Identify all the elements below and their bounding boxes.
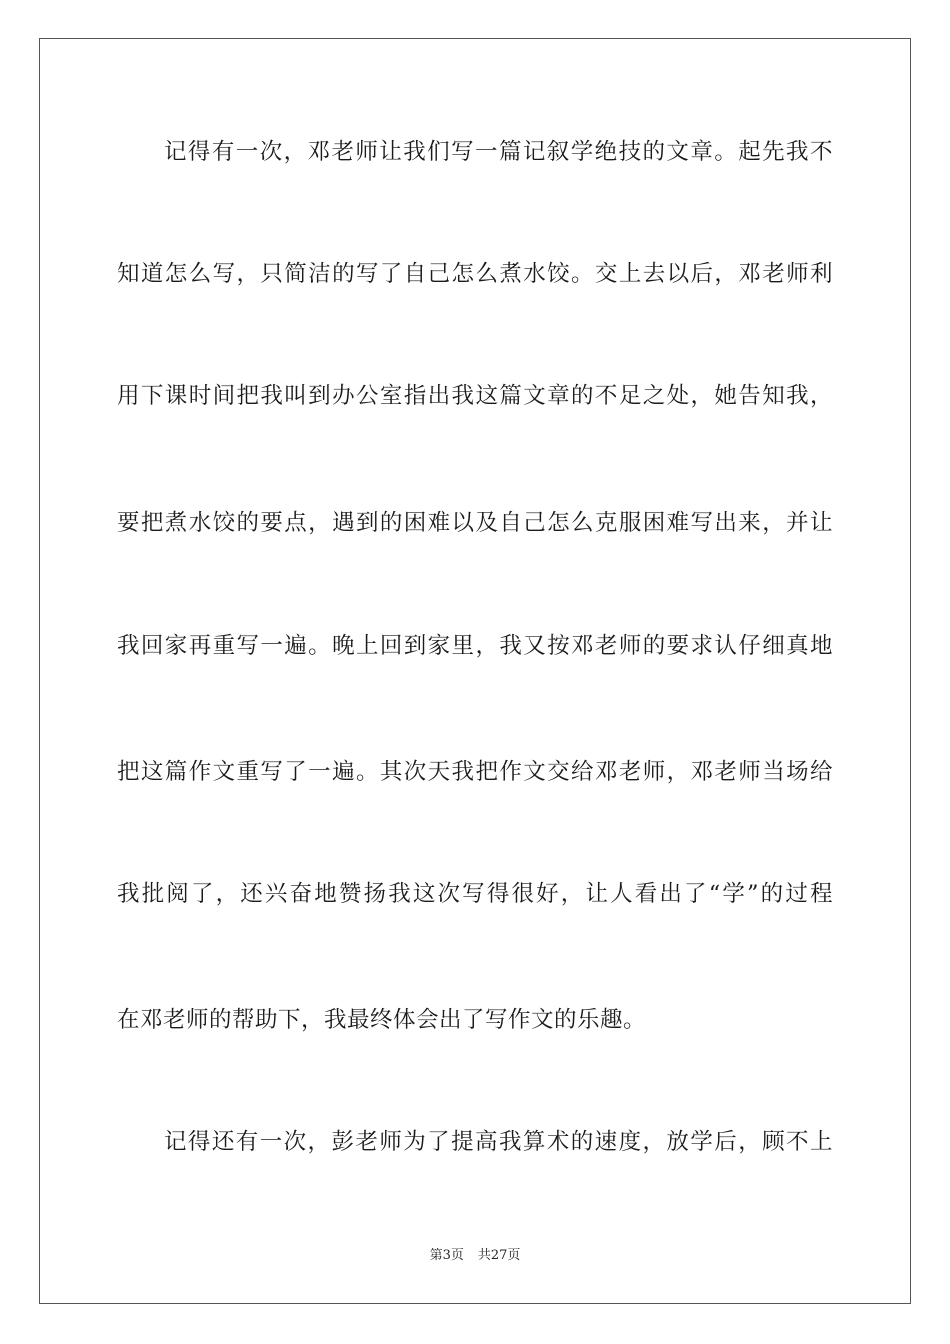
paragraph-line-2: 知道怎么写，只简洁的写了自己怎么煮水饺。交上去以后，邓老师利 xyxy=(117,261,833,287)
paragraph-line-4: 要把煮水饺的要点，遇到的困难以及自己怎么克服困难写出来，并让 xyxy=(117,510,833,536)
paragraph-line-9: 记得还有一次，彭老师为了提高我算术的速度，放学后，顾不上 xyxy=(164,1129,833,1155)
paragraph-line-1: 记得有一次，邓老师让我们写一篇记叙学绝技的文章。起先我不 xyxy=(164,139,833,165)
page-total: 共27页 xyxy=(477,1248,521,1263)
paragraph-line-5: 我回家再重写一遍。晚上回到家里，我又按邓老师的要求认仔细真地 xyxy=(117,633,833,659)
paragraph-line-7: 我批阅了，还兴奋地赞扬我这次写得很好，让人看出了“学”的过程 xyxy=(117,881,833,907)
paragraph-line-8: 在邓老师的帮助下，我最终体会出了写作文的乐趣。 xyxy=(117,1007,647,1033)
page-border xyxy=(39,38,911,1304)
page-number: 第3页 xyxy=(429,1248,464,1263)
page-footer xyxy=(0,1247,950,1265)
paragraph-line-6: 把这篇作文重写了一遍。其次天我把作文交给邓老师，邓老师当场给 xyxy=(117,759,833,785)
paragraph-line-3: 用下课时间把我叫到办公室指出我这篇文章的不足之处，她告知我， xyxy=(117,383,833,409)
